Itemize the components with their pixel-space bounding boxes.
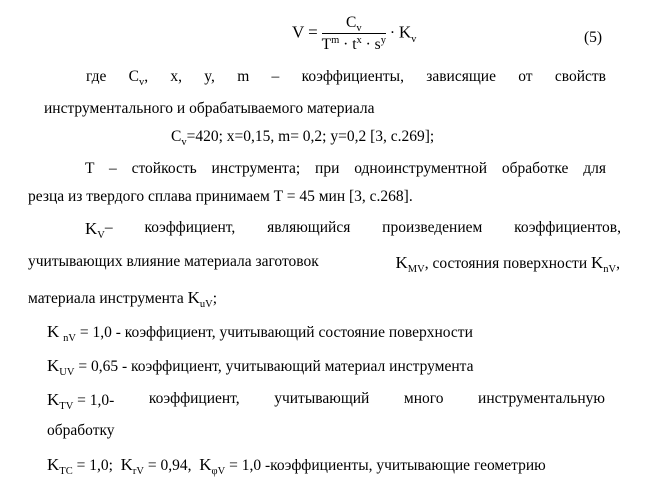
coef1-line: K $_{nV}$ = 1,0 - коэффициент, учитывающий состояние поверхности [47,322,473,344]
formula-k: K [398,22,412,42]
para1-line2: инструментального и обрабатываемого материала [44,100,375,117]
formula [292,14,416,54]
formula-k-sub: v [411,33,417,45]
para3-line1: $K_V$ – коэффициент, являющийся произведением коэффициентов, [85,219,621,241]
coef3-line2: обработку [47,422,115,439]
formula-lhs: V [292,22,305,42]
coef3-line1: $K_{TV} = 1,0-$ коэффициент, учитывающий много инструментальную [47,390,605,412]
formula-denominator: $T^m \cdot t^x \cdot s^y$ [321,35,386,53]
coef4-line: $K_{TC} = 1,0$; $K_{rV} = 0,94$, $K_{\varphi V} = 1,0$ -коэффициенты, учитывающие геометрию [47,455,546,477]
formula-eq: = [308,22,318,42]
coef2-line: $K_{UV} = 0,65$ - коэффициент, учитывающий материал инструмента [47,356,474,378]
para3-line2: учитывающих влияние материала заготовок $K_{MV}$, состояния поверхности $K_{nV}$, [28,253,620,275]
formula-mul: · [389,24,396,42]
formula-number: (5) [584,29,603,46]
para3-line3: материала инструмента $K_{uV}$; [28,288,218,310]
values-line: $C_v=420$; x=0,15, m= 0,2; y=0,2 [3, с.269]; [171,128,435,148]
para2-line1: T – стойкость инструмента; при одноинструментной обработке для [85,160,606,177]
formula-numerator: $C_v$ [322,14,386,34]
para1-line1: где $C_v$, x, y, m – коэффициенты, зависящие от свойств [86,68,606,88]
para2-line2: резца из твердого сплава принимаем T = 45 мин [3, с.268]. [28,188,413,205]
formula-fraction [322,14,386,54]
